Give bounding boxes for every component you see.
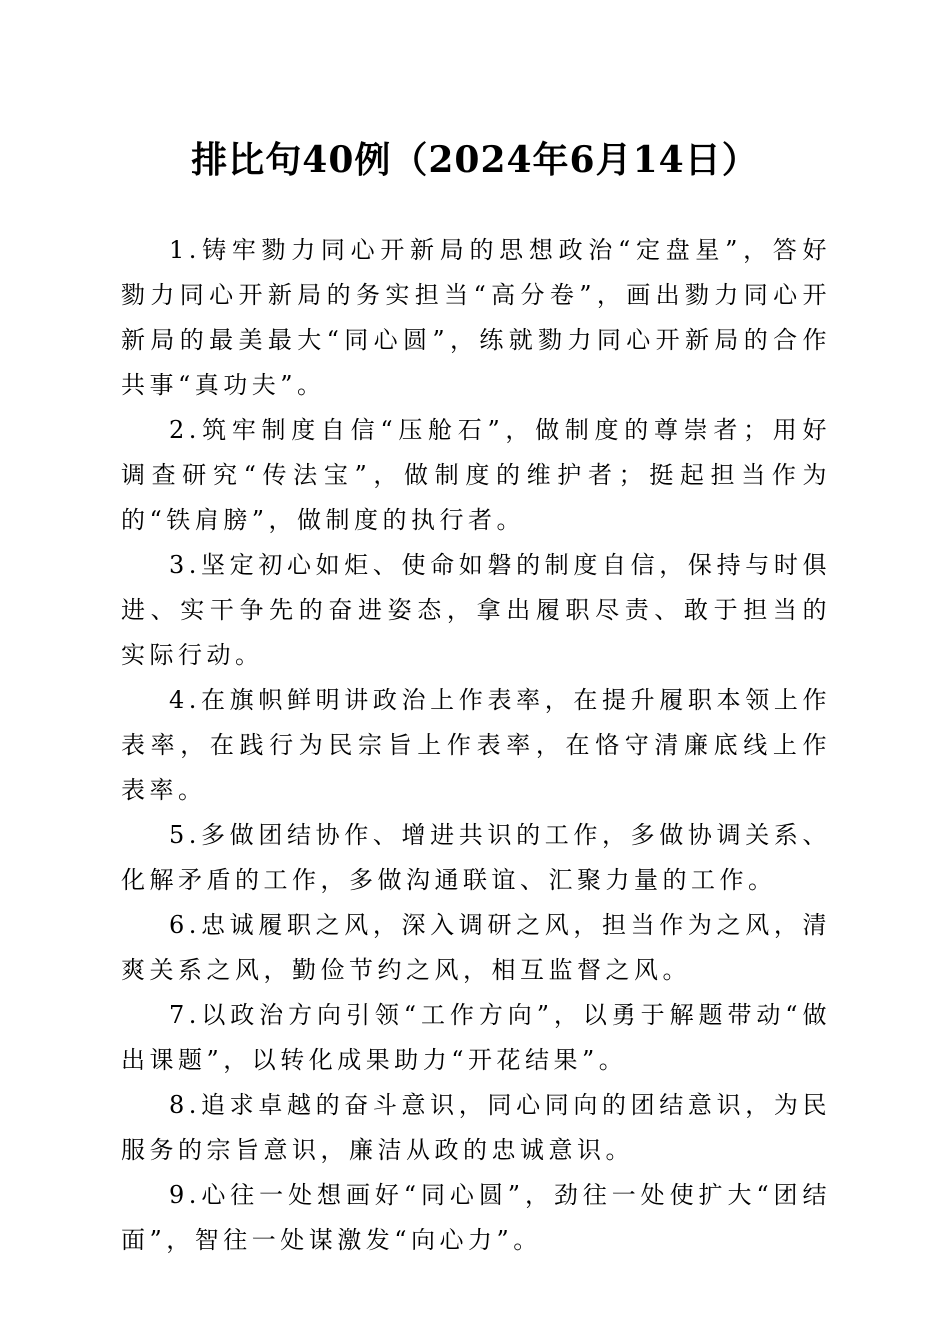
paragraph-9: 9.心往一处想画好“同心圆”，劲往一处使扩大“团结面”，智往一处谋激发“向心力”。 [121,1181,831,1254]
paragraph-4: 4.在旗帜鲜明讲政治上作表率，在提升履职本领上作表率，在践行为民宗旨上作表率，在恪守清廉底线上作表率。 [121,686,831,804]
paragraph-8: 8.追求卓越的奋斗意识，同心同向的团结意识，为民服务的宗旨意识，廉洁从政的忠诚意识。 [121,1091,831,1164]
paragraph-2: 2.筑牢制度自信“压舱石”，做制度的尊崇者；用好调查研究“传法宝”，做制度的维护者；挺起担当作为的“铁肩膀”，做制度的执行者。 [121,416,831,534]
paragraph-7: 7.以政治方向引领“工作方向”，以勇于解题带动“做出课题”，以转化成果助力“开花结果”。 [121,1001,831,1074]
paragraph-3: 3.坚定初心如炬、使命如磐的制度自信，保持与时俱进、实干争先的奋进姿态，拿出履职尽责、敢于担当的实际行动。 [121,551,831,669]
document-title: 排比句40例（2024年6月14日） [191,139,759,181]
paragraph-1: 1.铸牢勠力同心开新局的思想政治“定盘星”，答好勠力同心开新局的务实担当“高分卷”，画出勠力同心开新局的最美最大“同心圆”，练就勠力同心开新局的合作共事“真功夫”。 [121,236,831,399]
document-body [121,228,831,1263]
paragraph-5: 5.多做团结协作、增进共识的工作，多做协调关系、化解矛盾的工作，多做沟通联谊、汇聚力量的工作。 [121,821,831,894]
paragraph-6: 6.忠诚履职之风，深入调研之风，担当作为之风，清爽关系之风，勤俭节约之风，相互监督之风。 [121,911,831,984]
